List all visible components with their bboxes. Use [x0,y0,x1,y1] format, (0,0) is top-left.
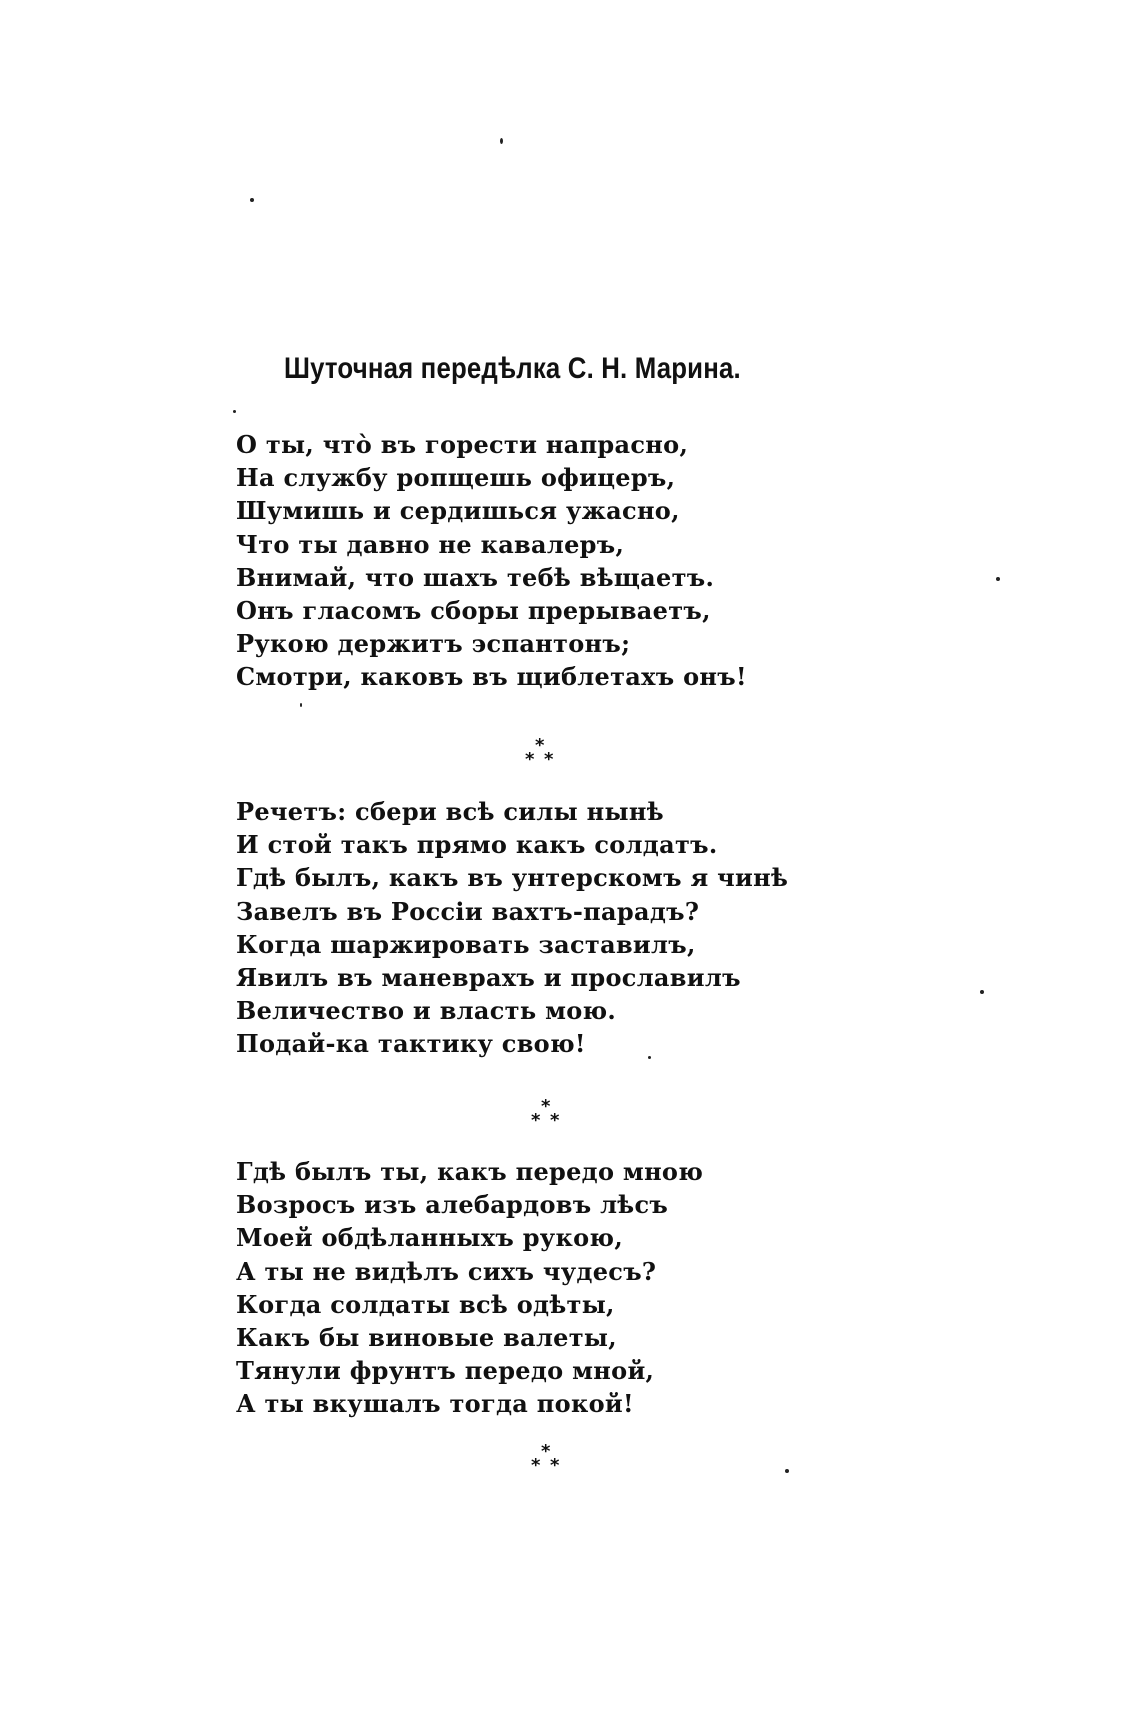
print-speck [500,138,503,144]
verse-line: Когда шаржировать заставилъ, [236,929,696,959]
asterism-separator: * * * [531,1441,560,1476]
verse-line: Что ты давно не кавалеръ, [236,529,625,559]
verse-line: Какъ бы виновые валеты, [236,1322,617,1352]
verse-line: На службу ропщешь офицеръ, [236,463,676,493]
verse-line: И стой такъ прямо какъ солдатъ. [236,830,718,860]
verse-line: Внимай, что шахъ тебѣ вѣщаетъ. [236,562,715,592]
verse-line: Рукою держитъ эспантонъ; [236,629,631,659]
verse-line: Когда солдаты всѣ одѣты, [236,1289,615,1319]
verse-line: Гдѣ былъ ты, какъ передо мною [236,1157,704,1186]
verse-line: А ты вкушалъ тогда покой! [236,1389,634,1419]
asterism-separator: * * * [525,735,554,770]
verse-line: Моей обдѣланныхъ рукою, [236,1223,623,1253]
print-speck [233,410,236,413]
verse-line: А ты не видѣлъ сихъ чудесъ? [236,1256,657,1286]
verse-line: Онъ гласомъ сборы прерываетъ, [236,595,711,625]
print-speck [300,703,302,707]
verse-line: Тянули фрунтъ передо мной, [236,1356,655,1386]
verse-line: Явилъ въ маневрахъ и прославилъ [236,962,741,992]
verse-line: Подай-ка тактику свою! [236,1029,586,1059]
print-speck [980,990,984,994]
stanza-2 [236,795,788,1061]
verse-line: Смотри, каковъ въ щиблетахъ онъ! [236,662,747,692]
verse-line: Возросъ изъ алебардовъ лѣсъ [236,1190,669,1220]
poem-title: Шуточная передѣлка С. Н. Марина. [284,352,741,385]
verse-line: Завелъ въ Россіи вахтъ-парадъ? [236,896,700,926]
asterism-separator: * * * [531,1096,560,1131]
stanza-3 [236,1155,703,1421]
verse-line: Гдѣ былъ, какъ въ унтерскомъ я чинѣ [236,863,789,893]
print-speck [785,1469,789,1473]
verse-line: Речетъ: сбери всѣ силы нынѣ [236,797,664,826]
print-speck [996,577,1000,581]
verse-line: О ты, что̀ въ горести напрасно, [236,430,689,459]
verse-line: Величество и власть мою. [236,996,617,1026]
verse-line: Шумишь и сердишься ужасно, [236,496,680,526]
stanza-1 [236,428,747,694]
print-speck [250,198,254,202]
